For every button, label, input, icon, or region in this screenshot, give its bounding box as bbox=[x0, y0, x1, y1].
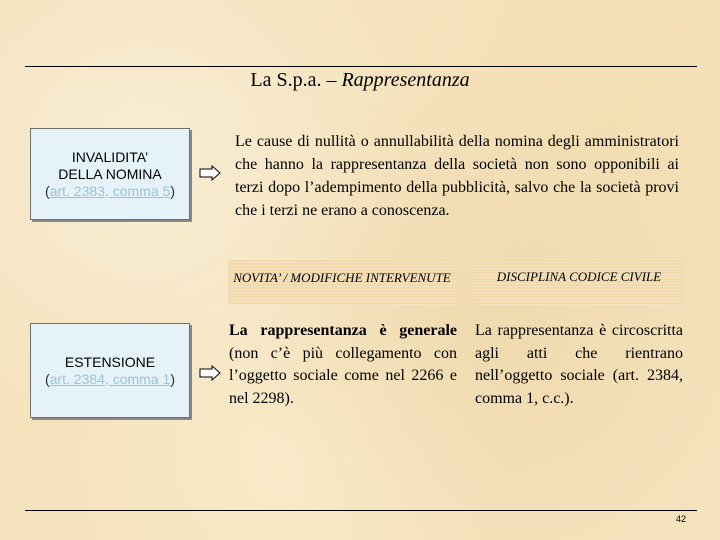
invalidita-ref: (art. 2383, comma 5) bbox=[45, 182, 175, 199]
codice-text: La rappresentanza è circoscritta agli atti che rientrano nell’oggetto sociale (art. 2384, comma 1, c.c.). bbox=[475, 322, 683, 407]
page-number: 42 bbox=[676, 514, 687, 524]
estensione-ref-link[interactable]: art. 2384, comma 1 bbox=[49, 370, 171, 387]
bottom-rule bbox=[25, 510, 697, 511]
page-title bbox=[0, 68, 720, 92]
invalidita-line1: INVALIDITA’ bbox=[71, 148, 149, 165]
header-novita: NOVITA’ / MODIFICHE INTERVENUTE bbox=[228, 260, 456, 305]
arrow-right-icon bbox=[199, 365, 221, 381]
invalidita-line2: DELLA NOMINA bbox=[58, 165, 162, 182]
estensione-box bbox=[30, 323, 190, 418]
estensione-line1: ESTENSIONE bbox=[64, 353, 156, 370]
arrow-right-icon bbox=[199, 165, 221, 181]
invalidita-ref-link[interactable]: art. 2383, comma 5 bbox=[49, 182, 171, 199]
top-rule bbox=[25, 66, 697, 67]
novita-text bbox=[229, 320, 457, 410]
estensione-ref: (art. 2384, comma 1) bbox=[45, 370, 175, 387]
header-codice: DISCIPLINA CODICE CIVILE bbox=[474, 260, 684, 305]
title-emphasis: Rappresentanza bbox=[341, 69, 470, 91]
novita-bold: La rappresentanza è generale bbox=[229, 322, 457, 339]
novita-rest: (non c’è più collegamento con l’oggetto sociale come nel 2266 e nel 2298). bbox=[229, 344, 457, 407]
invalidita-paragraph: Le cause di nullità o annullabilità della nomina degli amministratori che hanno la rappresentanza della società non sono opponibili ai terzi dopo l’adempimento della pubblicità, salvo che la società provi che i terzi ne erano a conoscenza. bbox=[235, 133, 679, 219]
invalidita-box bbox=[30, 128, 190, 220]
title-prefix: La S.p.a. – bbox=[250, 69, 342, 91]
